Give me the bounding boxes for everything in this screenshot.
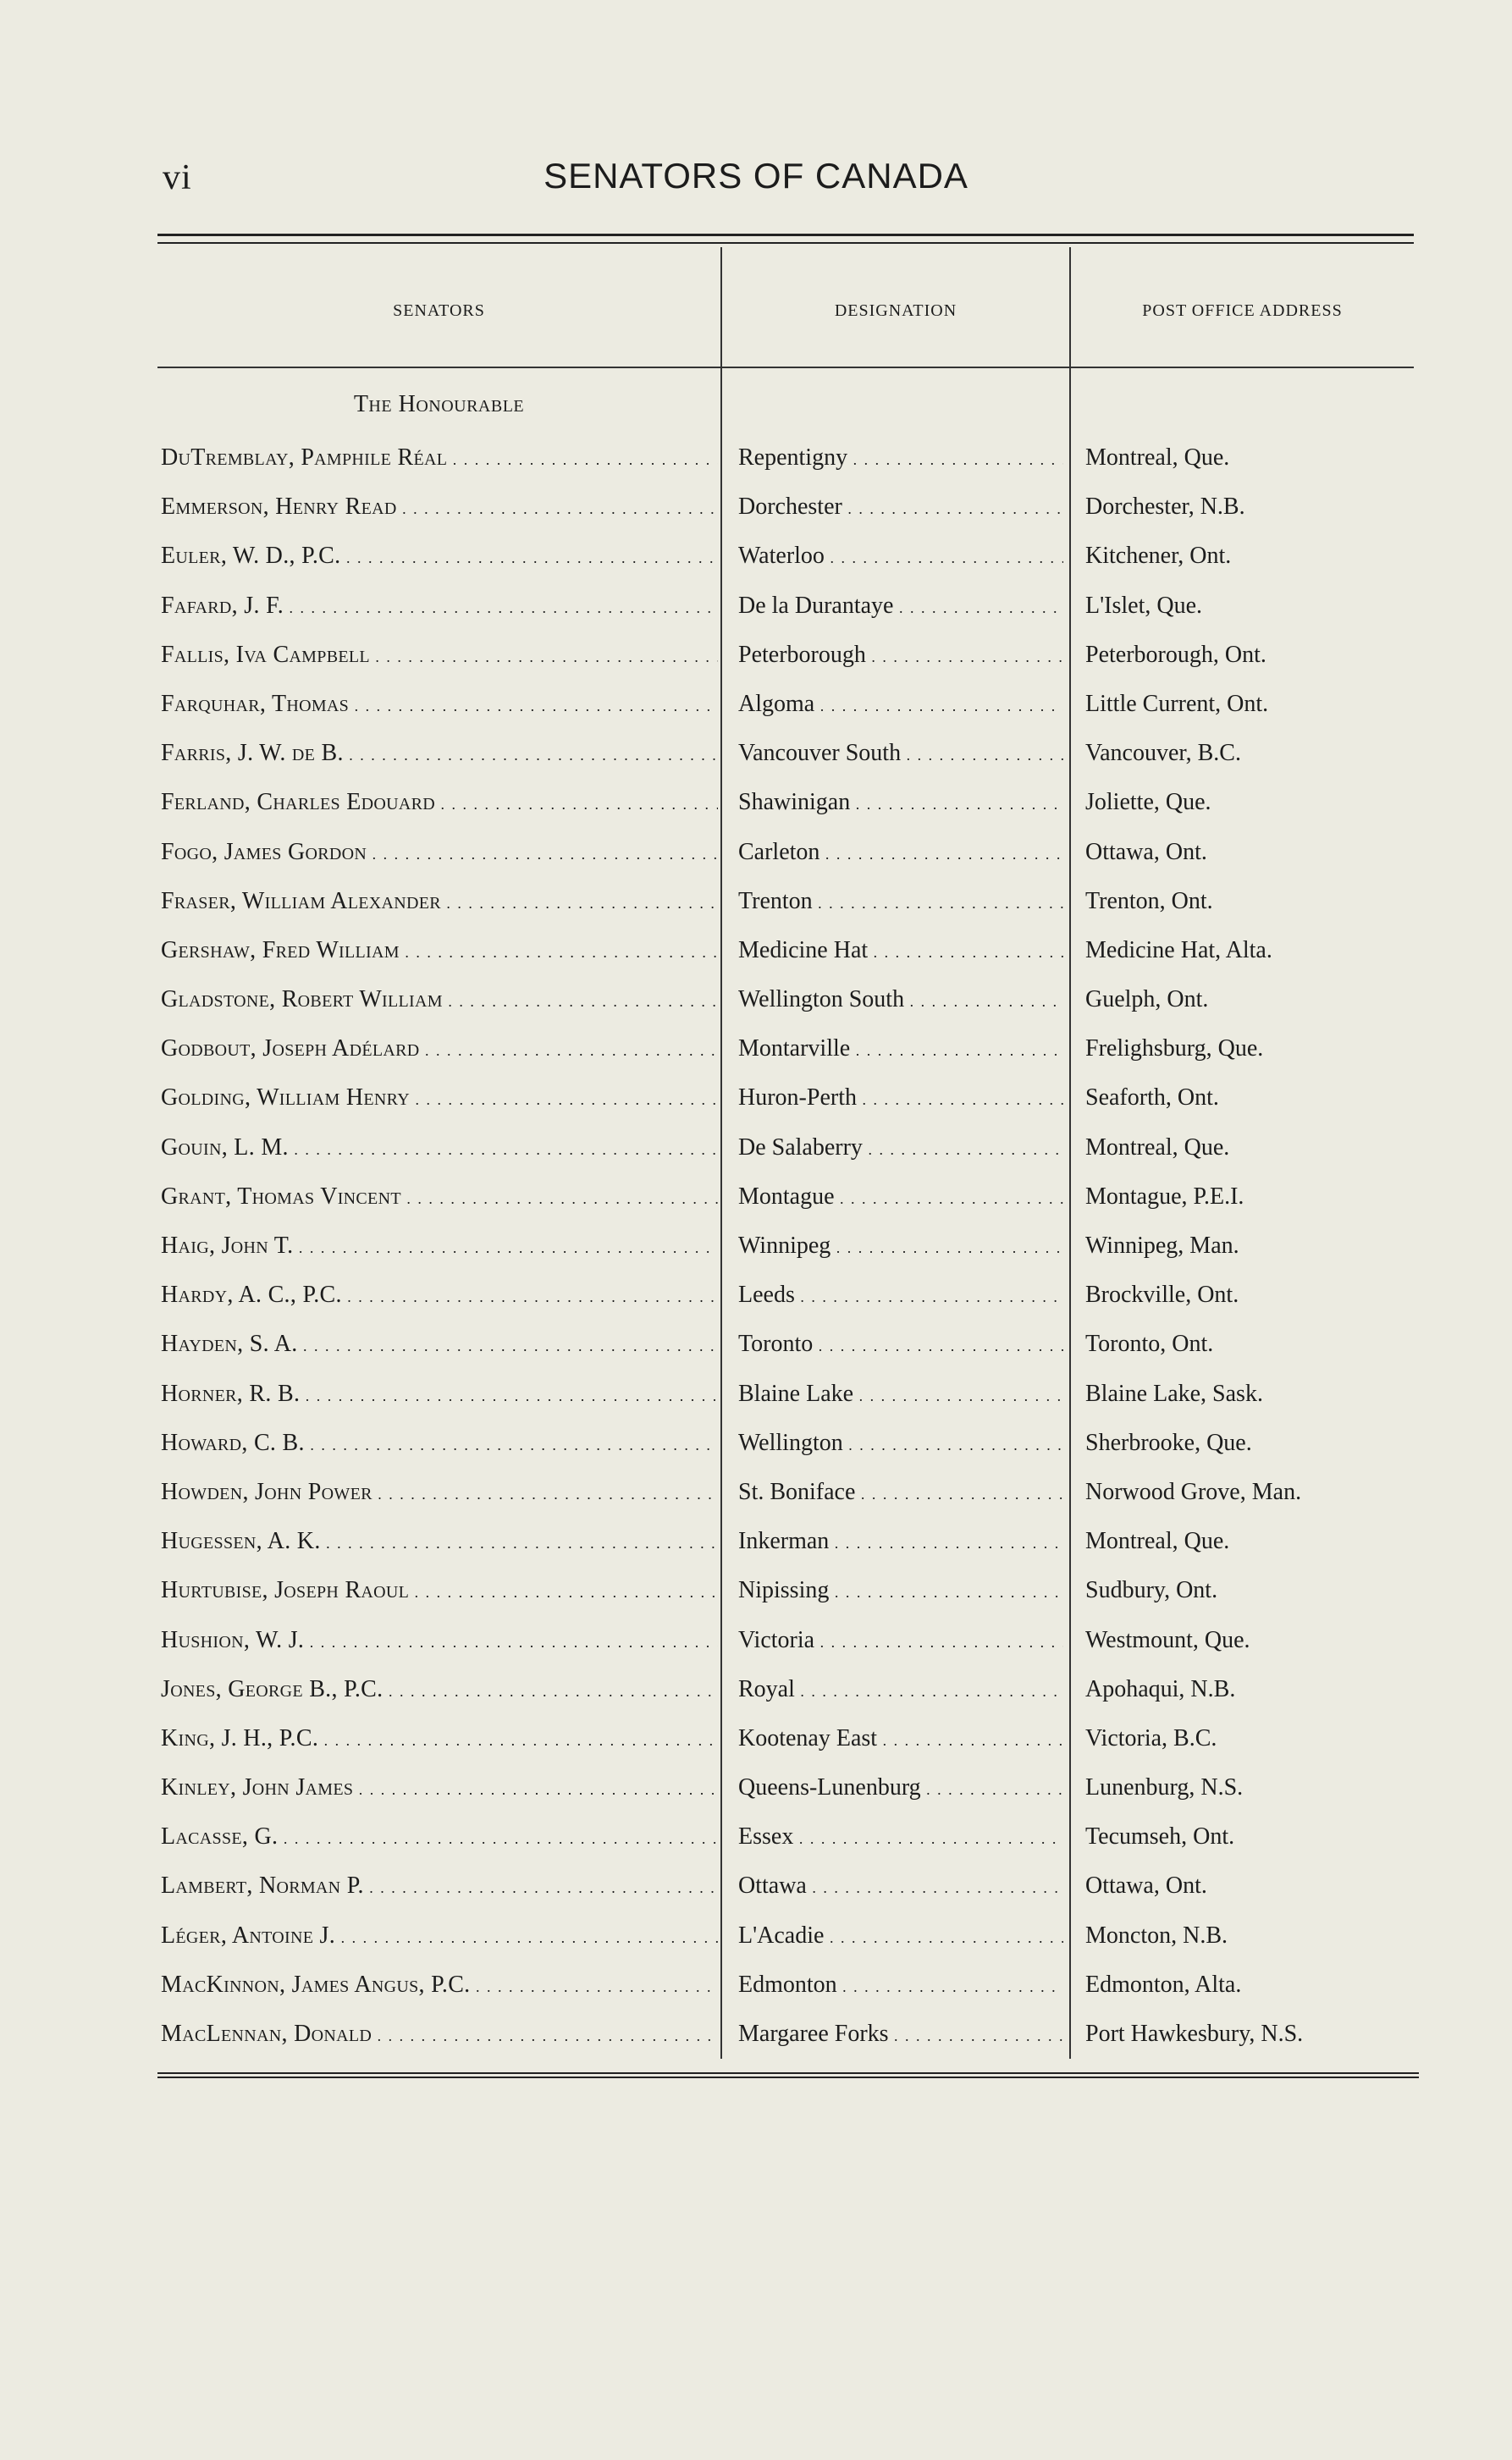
senator-designation: Nipissing . . . xyxy=(738,1574,1063,1609)
senator-designation: Margaree Forks . . . xyxy=(738,2017,1063,2053)
post-office-address: Joliette, Que. xyxy=(1085,789,1211,816)
senator-name: Farquhar, Thomas . . . xyxy=(161,687,718,723)
senator-designation: Wellington . . . xyxy=(738,1426,1063,1462)
senator-name: Hugessen, A. K. . . . xyxy=(161,1525,718,1560)
senator-designation: Dorchester . . . xyxy=(738,490,1063,526)
post-office-address: Moncton, N.B. xyxy=(1085,1922,1228,1949)
bottom-rule xyxy=(157,2072,1419,2074)
top-rule-inner xyxy=(157,242,1414,244)
senator-table xyxy=(0,441,1512,2066)
table-row xyxy=(0,1869,1512,1918)
table-row xyxy=(0,1327,1512,1376)
senator-designation: Queens-Lunenburg . . . xyxy=(738,1771,1063,1806)
senator-designation: Huron-Perth . . . xyxy=(738,1081,1063,1117)
post-office-address: Seaforth, Ont. xyxy=(1085,1084,1219,1111)
senator-designation: Waterloo . . . xyxy=(738,539,1063,575)
post-office-address: Montreal, Que. xyxy=(1085,444,1230,471)
table-row xyxy=(0,934,1512,983)
table-row xyxy=(0,1673,1512,1722)
post-office-address: L'Islet, Que. xyxy=(1085,592,1203,619)
table-row xyxy=(0,1377,1512,1426)
header-rule xyxy=(157,367,1414,368)
senator-designation: Shawinigan . . . xyxy=(738,786,1063,821)
senator-designation: Victoria . . . xyxy=(738,1624,1063,1659)
table-row xyxy=(0,983,1512,1032)
post-office-address: Trenton, Ont. xyxy=(1085,887,1213,914)
post-office-address: Toronto, Ont. xyxy=(1085,1331,1214,1358)
column-header-address: POST OFFICE ADDRESS xyxy=(1142,301,1343,320)
post-office-address: Norwood Grove, Man. xyxy=(1085,1478,1302,1505)
senator-name: Howden, John Power . . . xyxy=(161,1475,718,1511)
senator-name: Hushion, W. J. . . . xyxy=(161,1624,718,1659)
senator-name: Gershaw, Fred William . . . xyxy=(161,934,718,969)
senator-designation: Inkerman . . . xyxy=(738,1525,1063,1560)
senator-name: Hurtubise, Joseph Raoul . . . xyxy=(161,1574,718,1609)
post-office-address: Guelph, Ont. xyxy=(1085,986,1209,1013)
table-row xyxy=(0,638,1512,687)
table-row xyxy=(0,1131,1512,1180)
senator-designation: Edmonton . . . xyxy=(738,1968,1063,2004)
table-row xyxy=(0,1771,1512,1820)
senator-name: Jones, George B., P.C. . . . xyxy=(161,1673,718,1708)
senator-designation: Essex . . . xyxy=(738,1820,1063,1856)
table-row xyxy=(0,539,1512,588)
senator-name: Fafard, J. F. . . . xyxy=(161,589,718,625)
column-header-senators: SENATORS xyxy=(393,301,485,320)
top-rule xyxy=(157,234,1414,236)
senator-name: Lacasse, G. . . . xyxy=(161,1820,718,1856)
table-row xyxy=(0,1722,1512,1771)
bottom-rule-inner xyxy=(157,2077,1419,2078)
table-row xyxy=(0,441,1512,490)
senator-name: Hayden, S. A. . . . xyxy=(161,1327,718,1363)
senator-name: Golding, William Henry . . . xyxy=(161,1081,718,1117)
senator-designation: De la Durantaye . . . xyxy=(738,589,1063,625)
post-office-address: Sherbrooke, Que. xyxy=(1085,1429,1252,1456)
table-row xyxy=(0,736,1512,786)
senator-name: Gladstone, Robert William . . . xyxy=(161,983,718,1018)
table-row xyxy=(0,687,1512,736)
post-office-address: Apohaqui, N.B. xyxy=(1085,1675,1236,1702)
senator-designation: L'Acadie . . . xyxy=(738,1919,1063,1955)
post-office-address: Blaine Lake, Sask. xyxy=(1085,1380,1263,1407)
post-office-address: Montague, P.E.I. xyxy=(1085,1183,1244,1210)
senator-name: Ferland, Charles Edouard . . . xyxy=(161,786,718,821)
senator-name: Fogo, James Gordon . . . xyxy=(161,836,718,871)
table-row xyxy=(0,1574,1512,1623)
senator-name: Godbout, Joseph Adélard . . . xyxy=(161,1032,718,1067)
table-row xyxy=(0,589,1512,638)
senator-designation: Carleton . . . xyxy=(738,836,1063,871)
senator-designation: Montague . . . xyxy=(738,1180,1063,1216)
senator-name: Haig, John T. . . . xyxy=(161,1229,718,1265)
post-office-address: Sudbury, Ont. xyxy=(1085,1577,1218,1604)
senator-designation: Blaine Lake . . . xyxy=(738,1377,1063,1413)
senator-name: DuTremblay, Pamphile Réal . . . xyxy=(161,441,718,477)
senator-name: Léger, Antoine J. . . . xyxy=(161,1919,718,1955)
post-office-address: Ottawa, Ont. xyxy=(1085,838,1207,865)
senator-designation: Peterborough . . . xyxy=(738,638,1063,674)
senator-name: Howard, C. B. . . . xyxy=(161,1426,718,1462)
table-row xyxy=(0,1278,1512,1327)
page-number: vi xyxy=(163,158,192,197)
table-row xyxy=(0,836,1512,885)
senator-designation: Toronto . . . xyxy=(738,1327,1063,1363)
table-row xyxy=(0,786,1512,835)
senator-designation: Kootenay East . . . xyxy=(738,1722,1063,1757)
senator-name: Kinley, John James . . . xyxy=(161,1771,718,1806)
table-row xyxy=(0,1229,1512,1278)
post-office-address: Medicine Hat, Alta. xyxy=(1085,936,1272,963)
post-office-address: Montreal, Que. xyxy=(1085,1133,1230,1161)
post-office-address: Edmonton, Alta. xyxy=(1085,1971,1242,1998)
table-row xyxy=(0,1180,1512,1229)
senator-designation: Repentigny . . . xyxy=(738,441,1063,477)
post-office-address: Westmount, Que. xyxy=(1085,1626,1250,1653)
senator-name: King, J. H., P.C. . . . xyxy=(161,1722,718,1757)
post-office-address: Port Hawkesbury, N.S. xyxy=(1085,2021,1304,2047)
column-header-designation: DESIGNATION xyxy=(834,301,957,320)
senator-name: MacKinnon, James Angus, P.C. . . . xyxy=(161,1968,718,2004)
post-office-address: Ottawa, Ont. xyxy=(1085,1873,1207,1900)
senator-designation: Vancouver South . . . xyxy=(738,736,1063,772)
post-office-address: Dorchester, N.B. xyxy=(1085,494,1245,521)
senator-name: MacLennan, Donald . . . xyxy=(161,2017,718,2053)
senator-name: Fraser, William Alexander . . . xyxy=(161,885,718,920)
senator-name: Euler, W. D., P.C. . . . xyxy=(161,539,718,575)
honourable-heading: The Honourable xyxy=(353,391,525,417)
table-row xyxy=(0,2017,1512,2066)
table-row xyxy=(0,1968,1512,2017)
senator-name: Emmerson, Henry Read . . . xyxy=(161,490,718,526)
post-office-address: Lunenburg, N.S. xyxy=(1085,1774,1244,1801)
post-office-address: Tecumseh, Ont. xyxy=(1085,1823,1235,1851)
table-row xyxy=(0,490,1512,539)
table-row xyxy=(0,1032,1512,1081)
table-row xyxy=(0,1820,1512,1869)
senator-designation: Royal . . . xyxy=(738,1673,1063,1708)
senator-designation: St. Boniface . . . xyxy=(738,1475,1063,1511)
table-row xyxy=(0,1624,1512,1673)
senator-name: Hardy, A. C., P.C. . . . xyxy=(161,1278,718,1314)
senator-designation: Leeds . . . xyxy=(738,1278,1063,1314)
senator-designation: Ottawa . . . xyxy=(738,1869,1063,1905)
post-office-address: Montreal, Que. xyxy=(1085,1528,1230,1555)
post-office-address: Kitchener, Ont. xyxy=(1085,543,1232,570)
table-row xyxy=(0,1919,1512,1968)
senator-designation: Trenton . . . xyxy=(738,885,1063,920)
post-office-address: Little Current, Ont. xyxy=(1085,690,1269,717)
post-office-address: Peterborough, Ont. xyxy=(1085,641,1266,668)
senator-designation: Montarville . . . xyxy=(738,1032,1063,1067)
senator-name: Lambert, Norman P. . . . xyxy=(161,1869,718,1905)
table-row xyxy=(0,885,1512,934)
senator-name: Fallis, Iva Campbell . . . xyxy=(161,638,718,674)
senator-designation: Medicine Hat . . . xyxy=(738,934,1063,969)
senator-name: Horner, R. B. . . . xyxy=(161,1377,718,1413)
page-title: SENATORS OF CANADA xyxy=(544,156,968,196)
senator-name: Grant, Thomas Vincent . . . xyxy=(161,1180,718,1216)
table-row xyxy=(0,1475,1512,1525)
senator-designation: Algoma . . . xyxy=(738,687,1063,723)
senator-designation: De Salaberry . . . xyxy=(738,1131,1063,1167)
senator-designation: Winnipeg . . . xyxy=(738,1229,1063,1265)
table-row xyxy=(0,1081,1512,1130)
senator-designation: Wellington South . . . xyxy=(738,983,1063,1018)
table-row xyxy=(0,1426,1512,1475)
senator-name: Farris, J. W. de B. . . . xyxy=(161,736,718,772)
post-office-address: Brockville, Ont. xyxy=(1085,1282,1239,1309)
post-office-address: Winnipeg, Man. xyxy=(1085,1233,1239,1259)
post-office-address: Frelighsburg, Que. xyxy=(1085,1035,1264,1062)
senator-name: Gouin, L. M. . . . xyxy=(161,1131,718,1167)
post-office-address: Vancouver, B.C. xyxy=(1085,740,1241,767)
table-row xyxy=(0,1525,1512,1574)
post-office-address: Victoria, B.C. xyxy=(1085,1724,1217,1751)
